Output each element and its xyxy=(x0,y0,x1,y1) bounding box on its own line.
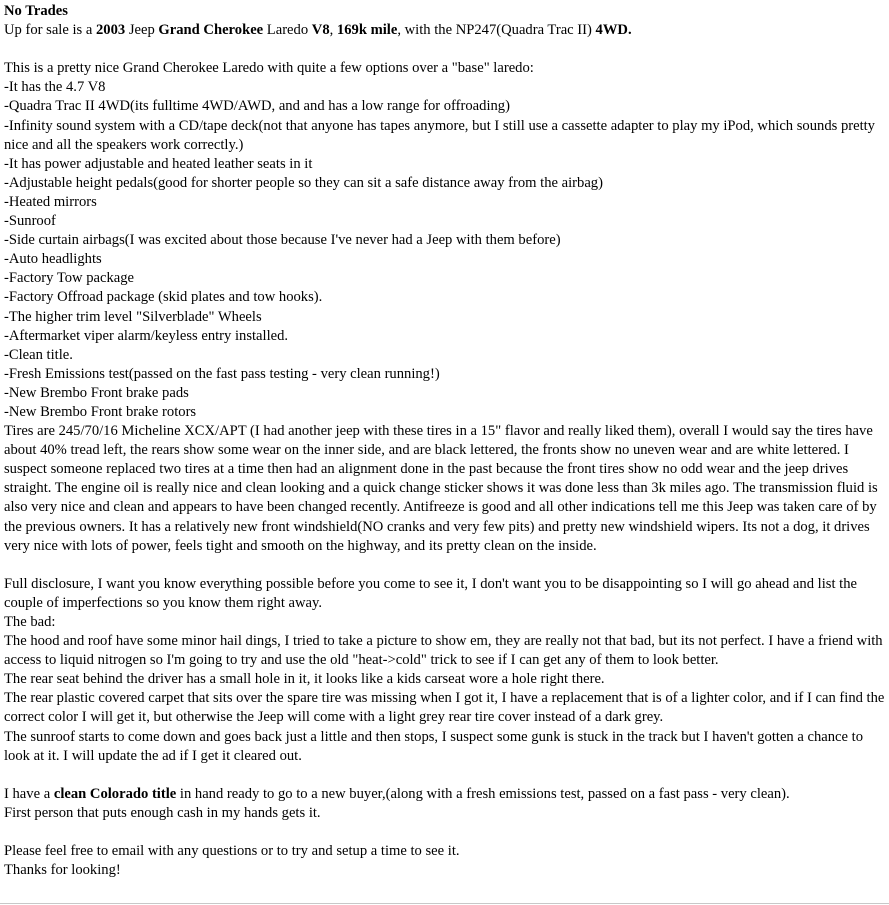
intro-line: Up for sale is a 2003 Jeep Grand Cherokee Laredo V8, 169k mile, with the NP247(Quadra Trac II) 4WD. xyxy=(4,22,632,39)
option-item: -Factory Offroad package (skid plates and tow hooks). xyxy=(4,289,323,306)
listing-title: No Trades xyxy=(4,3,68,19)
option-item: -Factory Tow package xyxy=(4,270,135,287)
option-item: -New Brembo Front brake pads xyxy=(4,384,189,401)
option-item: -Adjustable height pedals(good for shorter people so they can sit a safe distance away from the airbag) xyxy=(4,174,603,191)
options-intro: This is a pretty nice Grand Cherokee Laredo with quite a few options over a "base" laredo: xyxy=(4,60,534,77)
option-item: -Heated mirrors xyxy=(4,193,97,210)
title-statement: I have a clean Colorado title in hand ready to go to a new buyer,(along with a fresh emissions test, passed on a fast pass - very clean). xyxy=(4,785,790,802)
options-list xyxy=(4,78,885,422)
disclosure-paragraph: Full disclosure, I want you know everything possible before you come to see it, I don't want you to be disappointing so I will go ahead and list the couple of imperfections so you know them right away. xyxy=(4,575,857,611)
contact-line: Please feel free to email with any questions or to try and setup a time to see it. xyxy=(4,843,460,860)
spacer xyxy=(4,556,885,575)
option-item: -Sunroof xyxy=(4,213,56,230)
bad-item: The hood and roof have some minor hail dings, I tried to take a picture to show em, they are really not that bad, but its not perfect. I have a friend with access to liquid nitrogen so I'm going to try and use the old "heat->cold" trick to see if I can get any of them to look better. xyxy=(4,633,883,669)
bad-item: The rear plastic covered carpet that sits over the spare tire was missing when I got it, I have a replacement that is of a lighter color, and if I can find the correct color I will get it, but otherwise the Jeep will come with a light grey rear tire cover instead of a dark grey. xyxy=(4,690,885,726)
bad-heading: The bad: xyxy=(4,614,56,630)
option-item: -New Brembo Front brake rotors xyxy=(4,403,197,420)
spacer xyxy=(4,766,885,785)
bad-item: The rear seat behind the driver has a small hole in it, it looks like a kids carseat wore a hole right there. xyxy=(4,671,605,688)
option-item: -The higher trim level "Silverblade" Wheels xyxy=(4,308,262,325)
condition-paragraph: Tires are 245/70/16 Micheline XCX/APT (I had another jeep with these tires in a 15" flavor and really liked them), overall I would say the tires have about 40% tread left, the rears show some wear on the inner side, and are black lettered, the fronts show no uneven wear and are white lettered. I suspect someone replaced two tires at a time then had an alignment done in the past because the front tires show no odd wear and the jeep drives straight. The engine oil is really nice and clean looking and a quick change sticker shows it was done less than 3k miles ago. The transmission fluid is also very nice and clean and appears to have been changed recently. Antifreeze is good and all other indications tell me this Jeep was taken care of by the previous owners. It has a relatively new front windshield(NO cranks and very few pits) and pretty new windshield wipers. Its not a dog, it drives very nice with lots of power, feels tight and smooth on the highway, and its pretty clean on the inside. xyxy=(4,423,878,554)
thanks-line: Thanks for looking! xyxy=(4,862,121,879)
option-item: -Auto headlights xyxy=(4,251,102,268)
cash-line: First person that puts enough cash in my hands gets it. xyxy=(4,804,321,821)
spacer xyxy=(4,823,885,842)
option-item: -It has power adjustable and heated leather seats in it xyxy=(4,155,313,172)
option-item: -Quadra Trac II 4WD(its fulltime 4WD/AWD, and and has a low range for offroading) xyxy=(4,98,510,115)
option-item: -Aftermarket viper alarm/keyless entry installed. xyxy=(4,327,289,344)
spacer xyxy=(4,40,885,59)
option-item: -Clean title. xyxy=(4,346,73,363)
option-item: -Fresh Emissions test(passed on the fast pass testing - very clean running!) xyxy=(4,365,440,382)
option-item: -Side curtain airbags(I was excited about those because I've never had a Jeep with them before) xyxy=(4,232,561,249)
bad-item: The sunroof starts to come down and goes back just a little and then stops, I suspect some gunk is stuck in the track but I haven't gotten a chance to look at it. I will update the ad if I get it cleared out. xyxy=(4,728,864,764)
option-item: -It has the 4.7 V8 xyxy=(4,79,106,96)
option-item: -Infinity sound system with a CD/tape deck(not that anyone has tapes anymore, but I still use a cassette adapter to play my iPod, which sounds pretty nice and all the speakers work correctly.) xyxy=(4,117,875,153)
bottom-divider xyxy=(0,903,889,904)
